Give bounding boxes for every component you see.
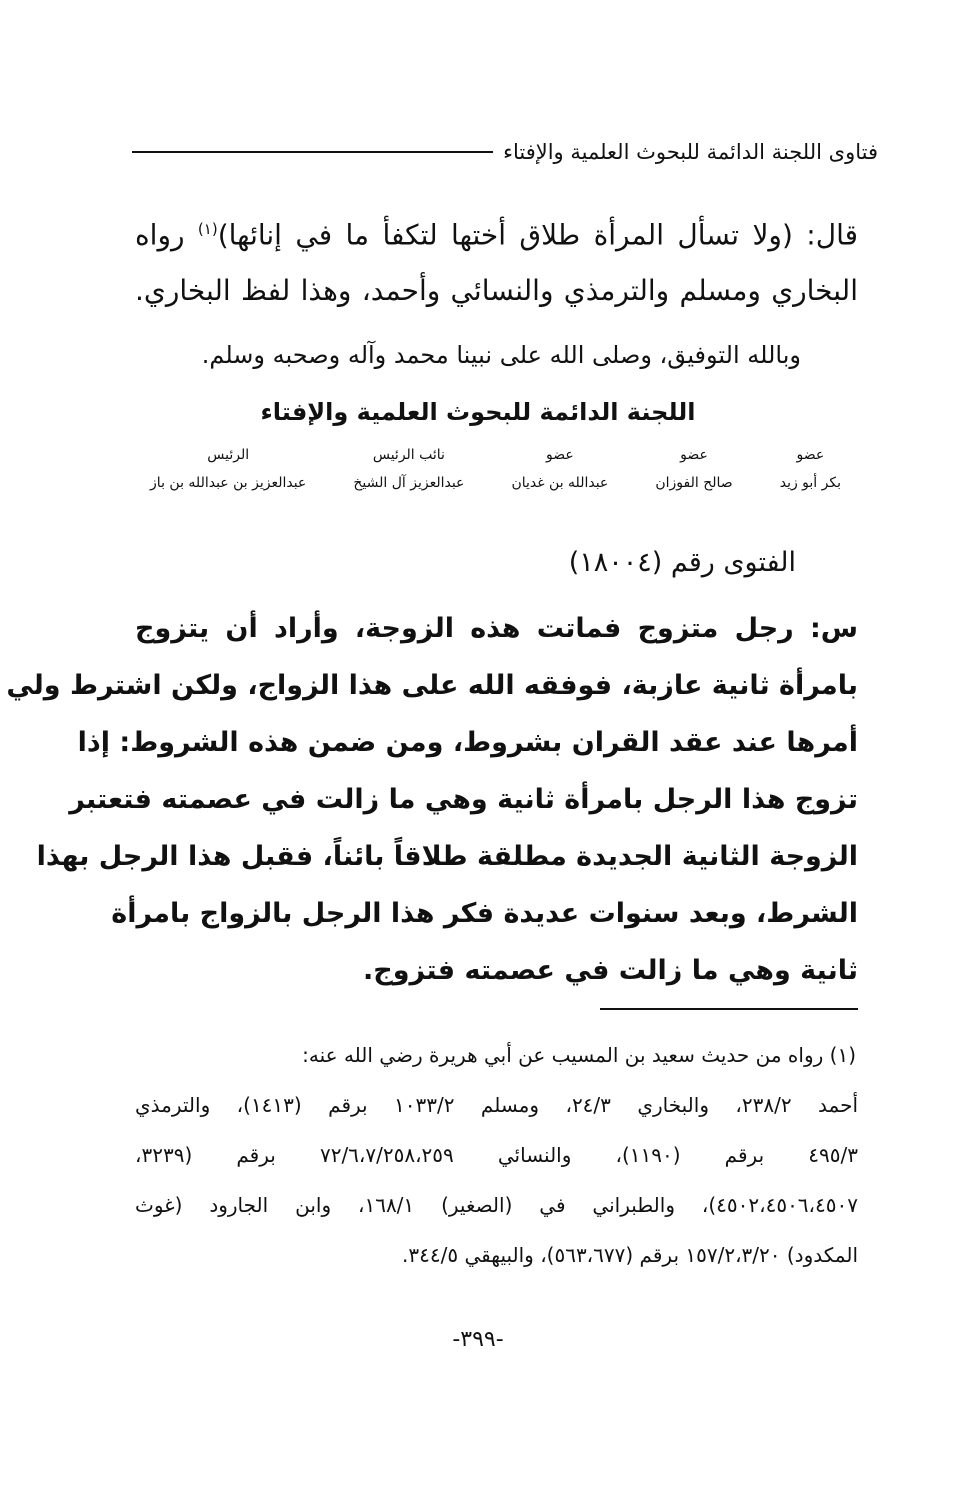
question-line: الشرط، وبعد سنوات عديدة فكر هذا الرجل بالزواج بامرأة (111, 898, 858, 929)
signatory-role: عضو (796, 447, 825, 463)
closing-prayer: وبالله التوفيق، وصلى الله على نبينا محمد وآله وصحبه وسلم. (201, 341, 801, 369)
footnote-line: ٤٥٠٢،٤٥٠٦،٤٥٠٧)، والطبراني في (الصغير) ١٦٨/١، وابن الجارود (غوث (135, 1193, 858, 1217)
signatory (655, 442, 732, 512)
signatory-role: عضو (680, 447, 708, 463)
signatory-role: نائب الرئيس (372, 447, 445, 463)
signatory (511, 442, 608, 512)
quote-line-1 (135, 198, 858, 260)
header-rule (132, 151, 493, 153)
question-line: تزوج هذا الرجل بامرأة ثانية وهي ما زالت في عصمته فتعتبر (69, 784, 858, 815)
question-line: بامرأة ثانية عازبة، فوفقه الله على هذا الزواج، ولكن اشترط ولي (6, 670, 858, 701)
running-title: فتاوى اللجنة الدائمة للبحوث العلمية والإفتاء (503, 140, 878, 164)
signatory-name: صالح الفوزان (655, 475, 733, 491)
signatory (150, 442, 306, 512)
signatory (780, 442, 841, 512)
signatory-name: عبدالعزيز بن عبدالله بن باز (150, 475, 307, 491)
signatory-role: عضو (546, 447, 574, 463)
quote-tail: رواه (135, 218, 198, 252)
hadith-quote (135, 198, 858, 322)
question-line: ثانية وهي ما زالت في عصمته فتزوج. (363, 955, 858, 986)
question-line: الزوجة الثانية الجديدة مطلقة طلاقاً بائناً، فقبل هذا الرجل بهذا (36, 841, 858, 872)
question-line: أمرها عند عقد القران بشروط، ومن ضمن هذه الشروط: إذا (77, 727, 858, 758)
quote-text: قال: (ولا تسأل المرأة طلاق أختها لتكفأ ما في إنائها) (217, 218, 858, 252)
footnote-reference[interactable]: (١) (197, 220, 218, 238)
signatories (150, 442, 841, 512)
question-line: س: رجل متزوج فماتت هذه الزوجة، وأراد أن يتزوج (135, 613, 858, 644)
signatory-role: الرئيس (207, 447, 250, 463)
committee-title: اللجنة الدائمة للبحوث العلمية والإفتاء (260, 398, 696, 426)
footnote-line: المكدود) ١٥٧/٢،٣/٢٠ برقم (٥٦٣،٦٧٧)، والبيهقي ٣٤٤/٥. (402, 1243, 858, 1267)
fatwa-number: الفتوى رقم (١٨٠٠٤) (568, 547, 796, 578)
signatory (353, 442, 464, 512)
footnote-line: ٤٩٥/٣ برقم (١١٩٠)، والنسائي ٧٢/٦،٧/٢٥٨،٢٥٩ برقم (٣٢٣٩، (135, 1143, 858, 1167)
signatory-name: بكر أبو زيد (779, 475, 841, 491)
footnote-line: (١) رواه من حديث سعيد بن المسيب عن أبي هريرة رضي الله عنه: (302, 1043, 856, 1067)
footnotes (135, 1030, 858, 1280)
page-number: -٣٩٩- (452, 1327, 504, 1352)
quote-line-2: البخاري ومسلم والترمذي والنسائي وأحمد، وهذا لفظ البخاري. (135, 274, 858, 307)
signatory-name: عبدالله بن غديان (511, 475, 609, 491)
footnote-rule (600, 1008, 858, 1010)
running-header (132, 132, 878, 172)
signatory-name: عبدالعزيز آل الشيخ (353, 475, 465, 491)
footnote-line: أحمد ٢٣٨/٢، والبخاري ٢٤/٣، ومسلم ١٠٣٣/٢ برقم (١٤١٣)، والترمذي (135, 1093, 858, 1117)
question-text (6, 600, 858, 999)
